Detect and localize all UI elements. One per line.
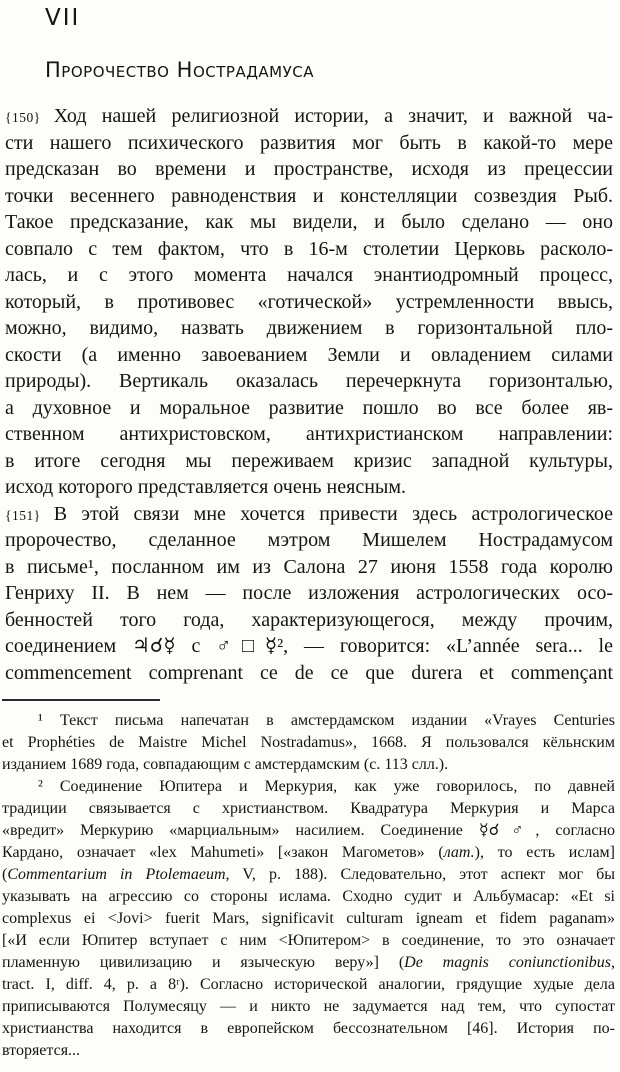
footnote-line: традиции связывается с христианством. Квадратура Меркурия и Марса xyxy=(2,800,615,817)
paragraph-marker: {150} xyxy=(5,110,41,125)
footnote-line: изданием 1689 года, совпадающим с амстердамским (с. 113 слл.). xyxy=(2,756,449,773)
footnote-line: [«И если Юпитер вступает с ним <Юпитером> в соединение, то это означает xyxy=(2,932,615,949)
chapter-number: VII xyxy=(45,5,81,31)
footnote-separator xyxy=(2,699,160,701)
body-line: природы). Вертикаль оказалась перечеркнута горизонталью, xyxy=(5,370,613,392)
body-line: в итоге сегодня мы переживаем кризис западной культуры, xyxy=(5,449,613,472)
footnote-line: tract. I, diff. 4, p. a 8ʳ). Согласно исторической аналогии, грядущие худые дела xyxy=(2,976,615,993)
body-line: пророчество, сделанное мэтром Мишелем Нострадамусом xyxy=(5,529,613,551)
body-line: предсказан во времени и пространстве, исходя из прецессии xyxy=(5,158,613,180)
chapter-title: Пророчество Нострадамуса xyxy=(45,58,315,82)
footnote-line: complexus ei <Jovi> fuerit Mars, significavit culturam igneam et fidem paganam» xyxy=(2,910,615,927)
body-line: совпало с тем фактом, что в 16-м столетии Церковь расколо- xyxy=(5,237,613,260)
body-paragraphs xyxy=(5,103,613,686)
footnote-line: Кардано, означает «lex Mahumeti» [«закон Магометов» (лат.), то есть ислам] xyxy=(2,844,615,861)
body-line: скости (а именно завоеванием Земли и овладением силами xyxy=(5,343,613,366)
footnote-line: ² Соединение Юпитера и Меркурия, как уже говорилось, по давней xyxy=(38,778,615,795)
footnote-line: указывать на агрессию со стороны ислама. Сходно судит и Альбумасар: «Et si xyxy=(2,888,615,905)
footnote-line: пламенную цивилизацию и языческую веру»] (De magnis coniunctionibus, xyxy=(2,954,615,971)
body-line: commencement comprenant ce de ce que durera et commençant xyxy=(5,661,613,684)
footnote-line: приписываются Полумесяцу — и никто не задумается над тем, что супостат xyxy=(2,998,615,1015)
footnote-line: (Commentarium in Ptolemaeum, V, p. 188). Следовательно, этот аспект мог бы xyxy=(2,866,615,883)
body-line: исход которого представляется очень неясным. xyxy=(5,476,406,498)
body-line: ственном антихристовском, антихристианском направлении: xyxy=(5,423,613,445)
footnotes xyxy=(2,710,615,1062)
footnote-line: ¹ Текст письма напечатан в амстердамском издании «Vrayes Centuries xyxy=(38,712,615,729)
paragraph-marker: {151} xyxy=(5,507,41,523)
body-line: сти нашего психического развития мог быть в какой-то мере xyxy=(5,131,613,154)
body-line: можно, видимо, назвать движением в горизонтальной пло- xyxy=(5,317,613,339)
body-line: а духовное и моральное развитие пошло во все более яв- xyxy=(5,396,613,419)
body-line: Такое предсказание, как мы видели, и было сделано — оно xyxy=(5,211,613,233)
footnote-line: et Prophéties de Maistre Michel Nostradamus», 1668. Я пользовался кёльнским xyxy=(2,734,615,751)
body-line: бенностей того года, характеризующегося, между прочим, xyxy=(5,608,613,631)
body-line: в письме¹, посланном им из Салона 27 июня 1558 года королю xyxy=(5,555,613,578)
body-line: лась, и с этого момента начался энантиодромный процесс, xyxy=(5,264,613,286)
footnote-line: христианства находится в европейском бессознательном [46]. История по- xyxy=(2,1020,615,1037)
body-line: соединением ♃☌☿ с ♂□☿², — говорится: «L’année sera... le xyxy=(5,635,613,657)
footnote-line: вторяется... xyxy=(2,1042,81,1059)
body-line: {151} В этой связи мне хочется привести здесь астрологическое xyxy=(5,502,613,525)
body-line: {150} Ход нашей религиозной истории, а значит, и важной ча- xyxy=(5,105,613,127)
footnote-line: «вредит» Меркурию «марциальным» насилием. Соединение ☿☌♂, согласно xyxy=(2,822,615,839)
body-line: Генриху II. В нем — после изложения астрологических осо- xyxy=(5,582,613,604)
body-line: точки весеннего равноденствия и констелляции созвездия Рыб. xyxy=(5,184,613,207)
body-line: который, в противовес «готической» устремленности ввысь, xyxy=(5,290,613,313)
